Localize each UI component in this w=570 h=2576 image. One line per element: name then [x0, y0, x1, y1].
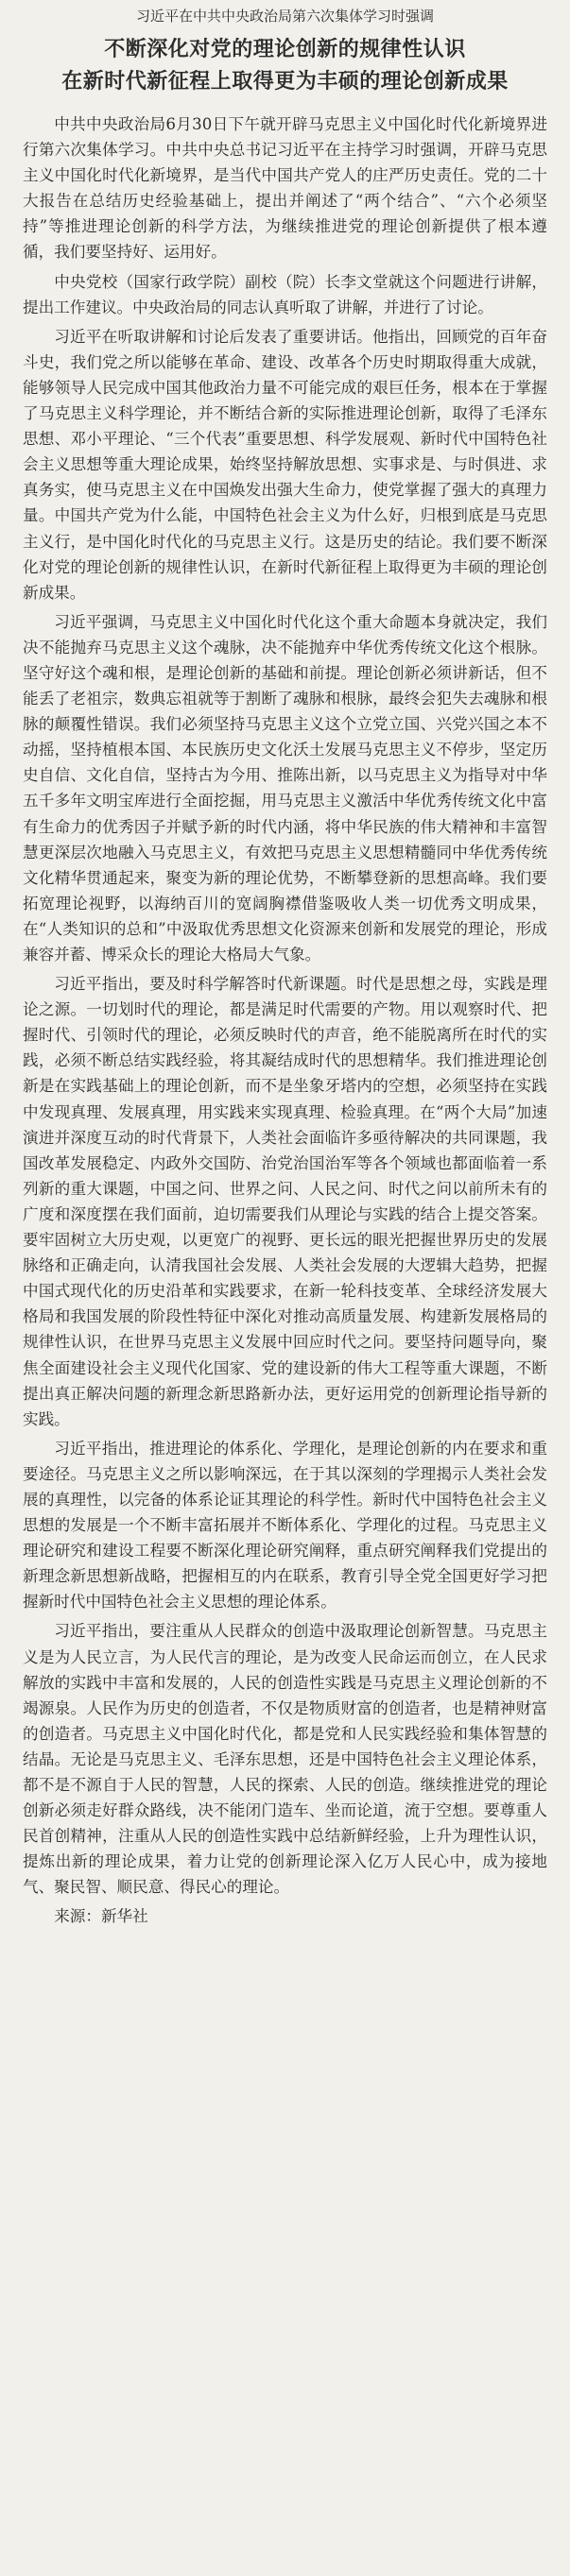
body-paragraph: 习近平指出，要注重从人民群众的创造中汲取理论创新智慧。马克思主义是为人民立言，为人民代言的理论，是为改变人民命运而创立，在人民求解放的实践中丰富和发展的，人民的创造性实践是马克思主义理论创新的不竭源泉。人民作为历史的创造者，不仅是物质财富的创造者，也是精神财富的创造者。马克思主义中国化时代化，都是党和人民实践经验和集体智慧的结晶。无论是马克思主义、毛泽东思想，还是中国特色社会主义理论体系，都不是不源自于人民的智慧，人民的探索、人民的创造。继续推进党的理论创新必须走好群众路线，决不能闭门造车、坐而论道，流于空想。要尊重人民首创精神，注重从人民的创造性实践中总结新鲜经验，上升为理性认识，提炼出新的理论成果，着力让党的创新理论深入亿万人民心中，成为接地气、聚民智、顺民意、得民心的理论。 — [23, 1622, 547, 1897]
headline-kicker: 习近平在中共中央政治局第六次集体学习时强调 — [135, 8, 434, 25]
article-body — [23, 111, 547, 1900]
body-paragraph: 中共中央政治局6月30日下午就开辟马克思主义中国化时代化新境界进行第六次集体学习。中共中央总书记习近平在主持学习时强调，开辟马克思主义中国化时代化新境界，是当代中国共产党人的庄严历史责任。党的二十大报告在总结历史经验基础上，提出并阐述了“两个结合”、“六个必须坚持”等推进理论创新的科学方法，为继续推进党的理论创新提供了根本遵循，我们要坚持好、运用好。 — [23, 115, 547, 262]
body-paragraph: 习近平指出，要及时科学解答时代新课题。时代是思想之母，实践是理论之源。一切划时代的理论，都是满足时代需要的产物。用以观察时代、把握时代、引领时代的理论，必须反映时代的声音，绝不能脱离所在时代的实践，必须不断总结实践经验，将其凝结成时代的思想精华。我们推进理论创新是在实践基础上的理论创新，而不是坐象牙塔内的空想，必须坚持在实践中发现真理、发展真理，用实践来实现真理、检验真理。在“两个大局”加速演进并深度互动的时代背景下，人类社会面临许多亟待解决的共同课题，我国改革发展稳定、内政外交国防、治党治国治军等各个领域也都面临着一系列新的重大课题，中国之问、世界之问、人民之问、时代之问以前所未有的广度和深度摆在我们面前，迫切需要我们从理论与实践的结合上提交答案。要牢固树立大历史观，以更宽广的视野、更长远的眼光把握世界历史的发展脉络和正确走向，认清我国社会发展、人类社会发展的大逻辑大趋势，把握中国式现代化的历史沿革和实践要求，在新一轮科技变革、全球经济发展大格局和我国发展的阶段性特征中深化对推动高质量发展、构建新发展格局的规律性认识，在世界马克思主义发展中回应时代之问。要坚持问题导向，聚焦全面建设社会主义现代化国家、党的建设新的伟大工程等重大课题，不断提出真正解决问题的新理念新思路新办法，更好运用党的创新理论指导新的实践。 — [23, 975, 547, 1428]
article-source: 来源：新华社 — [54, 1907, 148, 1926]
body-paragraph: 习近平强调，马克思主义中国化时代化这个重大命题本身就决定，我们决不能抛弃马克思主义这个魂脉，决不能抛弃中华优秀传统文化这个根脉。坚守好这个魂和根，是理论创新的基础和前提。理论创新必须讲新话，但不能丢了老祖宗，数典忘祖就等于割断了魂脉和根脉，最终会犯失去魂脉和根脉的颠覆性错误。我们必须坚持马克思主义这个立党立国、兴党兴国之本不动摇，坚持植根本国、本民族历史文化沃土发展马克思主义不停步，坚定历史自信、文化自信，坚持古为今用、推陈出新，以马克思主义为指导对中华五千多年文明宝库进行全面挖掘，用马克思主义激活中华优秀传统文化中富有生命力的优秀因子并赋予新的时代内涵，将中华民族的伟大精神和丰富智慧更深层次地融入马克思主义，有效把马克思主义思想精髓同中华优秀传统文化精华贯通起来，聚变为新的理论优势，不断攀登新的思想高峰。我们要拓宽理论视野，以海纳百川的宽阔胸襟借鉴吸收人类一切优秀文明成果，在“人类知识的总和”中汲取优秀思想文化资源来创新和发展党的理论，形成兼容并蓄、博采众长的理论大格局大气象。 — [23, 612, 547, 964]
headline-line-2: 在新时代新征程上取得更为丰硕的理论创新成果 — [61, 70, 509, 94]
body-paragraph: 习近平指出，推进理论的体系化、学理化，是理论创新的内在要求和重要途径。马克思主义之所以影响深远，在于其以深刻的学理揭示人类社会发展的真理性，以完备的体系论证其理论的科学性。新时代中国特色社会主义思想的发展是一个不断丰富拓展并不断体系化、学理化的过程。马克思主义理论研究和建设工程要不断深化理论研究阐释，重点研究阐释我们党提出的新理念新思想新战略，把握相互的内在联系，教育引导全党全国更好学习把握新时代中国特色社会主义思想的理论体系。 — [23, 1439, 547, 1612]
body-paragraph: 中央党校（国家行政学院）副校（院）长李文堂就这个问题进行讲解，提出工作建议。中央政治局的同志认真听取了讲解，并进行了讨论。 — [23, 272, 547, 316]
headline-line-1: 不断深化对党的理论创新的规律性认识 — [104, 38, 466, 61]
body-paragraph: 习近平在听取讲解和讨论后发表了重要讲话。他指出，回顾党的百年奋斗史，我们党之所以能够在革命、建设、改革各个历史时期取得重大成就，能够领导人民完成中国其他政治力量不可能完成的艰巨任务，根本在于掌握了马克思主义科学理论，并不断结合新的实际推进理论创新，取得了毛泽东思想、邓小平理论、“三个代表”重要思想、科学发展观、新时代中国特色社会主义思想等重大理论成果，始终坚持解放思想、实事求是、与时俱进、求真务实，使马克思主义在中国焕发出强大生命力，使党掌握了强大的真理力量。中国共产党为什么能，中国特色社会主义为什么好，归根到底是马克思主义行，是中国化时代化的马克思主义行。这是历史的结论。我们要不断深化对党的理论创新的规律性认识，在新时代新征程上取得更为丰硕的理论创新成果。 — [23, 327, 547, 602]
